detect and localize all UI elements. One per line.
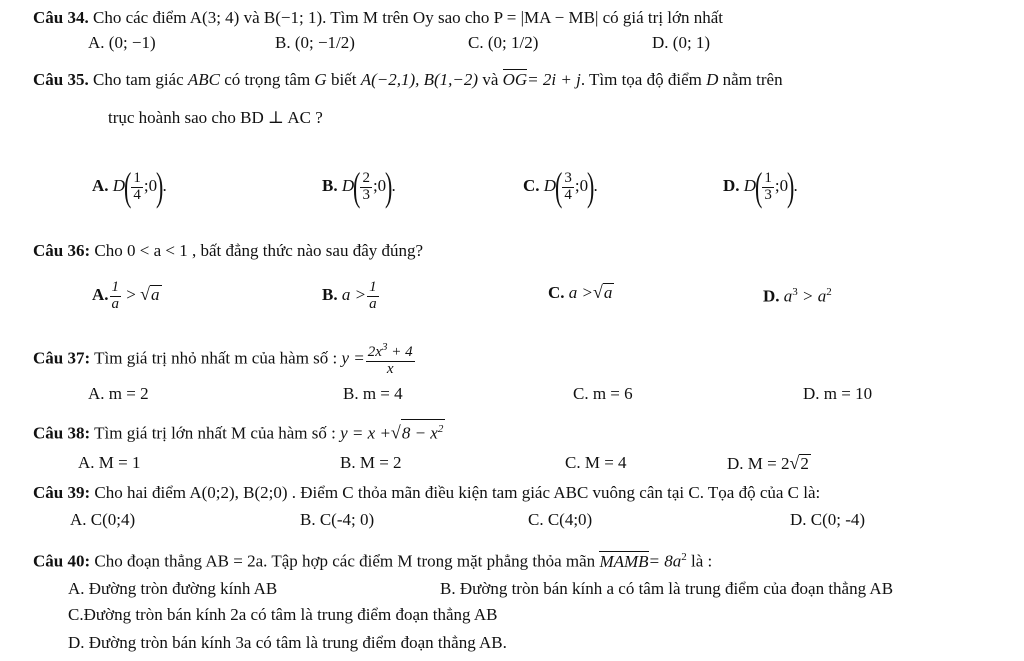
- q35-text-2: ABC: [187, 70, 220, 89]
- q38-option-d[interactable]: D. M = 2√2: [727, 453, 809, 473]
- q38-option-d-text: D. M = 2: [727, 454, 790, 473]
- q36-option-b-pre: a >: [341, 285, 367, 305]
- q36-option-b[interactable]: [322, 280, 380, 313]
- q35-text-5: biết: [330, 70, 357, 89]
- q37-option-c[interactable]: C. m = 6: [573, 384, 633, 403]
- q34-option-c[interactable]: C. (0; 1/2): [468, 33, 539, 52]
- q37-function-y: y =: [341, 348, 365, 368]
- q39-option-b[interactable]: B. C(-4; 0): [300, 510, 375, 529]
- q35-option-c-end: .: [593, 175, 598, 195]
- q40-option-b[interactable]: B. Đường tròn bán kính a có tâm là trung điểm của đoạn thẳng AB: [440, 579, 894, 598]
- q36-option-b-label: B.: [322, 285, 338, 305]
- q35-point-d: D: [706, 70, 719, 89]
- q35-option-b-end: .: [391, 175, 396, 195]
- q38-option-c[interactable]: C. M = 4: [565, 453, 627, 472]
- q34-option-b[interactable]: B. (0; −1/2): [275, 33, 355, 52]
- q35-stem: [33, 70, 783, 90]
- q35-vector-og: OG: [502, 70, 528, 89]
- q35-option-d-fraction: $\frac{1}{3}$: [764, 169, 772, 203]
- q38-function-y: y = x +: [340, 423, 391, 443]
- q39-text: Cho hai điểm A(0;2), B(2;0) . Điểm C thỏa mãn điều kiện tam giác ABC vuông cân tại C. Tọa độ của C là:: [94, 483, 821, 502]
- q36-option-c-pre: a >: [568, 283, 594, 302]
- q36-option-d-exp1: 3: [792, 286, 798, 298]
- q35-option-a-fraction: $\frac{1}{4}$: [133, 169, 141, 203]
- q37-text: Tìm giá trị nhỏ nhất m của hàm số :: [94, 348, 338, 368]
- q36-option-a-gt: >: [126, 285, 136, 305]
- q40-text-end: là :: [691, 551, 713, 571]
- q36-option-a[interactable]: A. $\frac{1}{a}$ > √a: [92, 279, 160, 312]
- q36-option-d-exp2: 2: [826, 286, 832, 298]
- q35-option-b[interactable]: B. D( $\frac{2}{3}$ ;0).: [322, 164, 396, 209]
- q36-option-a-fraction: $\frac{1}{a}$: [111, 279, 120, 312]
- q37-option-d[interactable]: D. m = 10: [803, 384, 873, 403]
- q36-option-c-radicand: a: [603, 283, 613, 302]
- q40-number: Câu 40:: [33, 551, 91, 571]
- q40-vector-ma: MA: [599, 551, 624, 571]
- q38-number: Câu 38:: [33, 423, 91, 443]
- q36-option-d[interactable]: [763, 282, 832, 307]
- q40-vector-mb: MB: [623, 551, 649, 571]
- q34-option-d[interactable]: D. (0; 1): [652, 33, 711, 52]
- q35-vector-expr: = 2i + j: [527, 70, 581, 89]
- q36-option-a-label: A.: [92, 285, 109, 305]
- q35-number: Câu 35.: [33, 70, 89, 89]
- q38-stem: Câu 38: Tìm giá trị lớn nhất M của hàm số : $y = x +√8 - x^2$: [33, 419, 445, 444]
- q37-number: Câu 37:: [33, 348, 91, 368]
- q35-points: A(−2,1), B(1,−2): [360, 70, 479, 89]
- q34-number: Câu 34.: [33, 8, 89, 27]
- q39-option-a[interactable]: A. C(0;4): [70, 510, 136, 529]
- q35-stem-line2: trục hoành sao cho BD ⊥ AC ?: [108, 108, 323, 127]
- q35-option-c-post: ;0: [574, 175, 589, 195]
- q35-option-d-label: D.: [723, 175, 740, 195]
- q39-stem: [33, 483, 820, 503]
- q36-option-b-fraction: $\frac{1}{a}$: [369, 279, 377, 312]
- q36-number: Câu 36:: [33, 241, 91, 260]
- q35-option-c-fraction: $\frac{3}{4}$: [564, 169, 572, 203]
- q37-option-b[interactable]: B. m = 4: [343, 384, 403, 403]
- q39-option-d[interactable]: D. C(0; -4): [790, 510, 866, 529]
- q35-option-c-d: D: [543, 175, 557, 195]
- q37-option-a[interactable]: A. m = 2: [88, 384, 149, 403]
- q34-stem: [33, 8, 723, 28]
- q35-option-a[interactable]: A. D( $\frac{1}{4}$ ;0).: [92, 164, 167, 209]
- q35-option-a-label: A.: [92, 175, 109, 195]
- q40-option-d[interactable]: D. Đường tròn bán kính 3a có tâm là trung điểm đoạn thẳng AB.: [68, 633, 507, 652]
- q35-option-b-label: B.: [322, 175, 338, 195]
- q35-text-7: và: [482, 70, 499, 89]
- q39-option-c[interactable]: C. C(4;0): [528, 510, 593, 529]
- q40-equals: = 8a: [648, 551, 682, 571]
- q38-text: Tìm giá trị lớn nhất M của hàm số :: [94, 423, 336, 443]
- q35-text-10: . Tìm tọa độ điểm: [580, 70, 702, 89]
- q39-number: Câu 39:: [33, 483, 91, 502]
- q36-option-a-radicand: a: [151, 285, 160, 305]
- q35-option-b-d: D: [341, 175, 355, 195]
- q35-option-c-label: C.: [523, 175, 540, 195]
- q40-option-a[interactable]: A. Đường tròn đường kính AB: [68, 579, 278, 598]
- q36-option-d-base: a: [783, 286, 793, 306]
- q36-option-d-label: D.: [763, 286, 780, 306]
- q36-option-c-label: C.: [548, 283, 565, 302]
- q35-option-b-fraction: $\frac{2}{3}$: [362, 169, 370, 203]
- q35-option-a-d: D: [112, 175, 126, 195]
- q38-option-b[interactable]: B. M = 2: [340, 453, 402, 472]
- q35-option-a-post: ;0: [143, 175, 158, 195]
- q38-option-d-radicand: 2: [800, 454, 809, 473]
- q37-function-fraction: $\frac{2x^3 + 4}{x}$: [367, 341, 413, 377]
- q35-text-1: Cho tam giác: [92, 70, 184, 89]
- q35-option-d-post: ;0: [774, 175, 789, 195]
- q40-option-c[interactable]: C.Đường tròn bán kính 2a có tâm là trung điểm đoạn thẳng AB: [68, 605, 498, 624]
- q35-option-c[interactable]: C. D( $\frac{3}{4}$ ;0).: [523, 164, 598, 209]
- q40-exp: 2: [681, 551, 687, 563]
- q36-stem: [33, 241, 423, 261]
- q35-option-a-end: .: [162, 175, 167, 195]
- q36-text: Cho 0 < a < 1 , bất đẳng thức nào sau đây đúng?: [94, 241, 424, 260]
- q37-stem: [33, 342, 416, 378]
- q40-text: Cho đoạn thẳng AB = 2a. Tập hợp các điểm M trong mặt phẳng thỏa mãn: [94, 551, 596, 571]
- q38-function-radicand: $8 - x^2$: [401, 419, 446, 443]
- q36-option-c[interactable]: C. a >√a: [548, 282, 613, 302]
- q35-option-b-post: ;0: [372, 175, 387, 195]
- q36-option-d-mid: > a: [797, 286, 827, 306]
- q35-text-3: có trọng tâm: [224, 70, 311, 89]
- q35-option-d[interactable]: D. D( $\frac{1}{3}$ ;0).: [723, 164, 798, 209]
- q35-text-12: nằm trên: [722, 70, 783, 89]
- q35-option-d-d: D: [743, 175, 757, 195]
- q38-option-a[interactable]: A. M = 1: [78, 453, 141, 472]
- q40-stem: [33, 547, 712, 572]
- q35-text-4: G: [314, 70, 327, 89]
- q35-option-d-end: .: [793, 175, 798, 195]
- q34-text: Cho các điểm A(3; 4) và B(−1; 1). Tìm M trên Oy sao cho P = |MA − MB| có giá trị lớn nhất: [92, 8, 724, 27]
- q34-option-a[interactable]: A. (0; −1): [88, 33, 156, 52]
